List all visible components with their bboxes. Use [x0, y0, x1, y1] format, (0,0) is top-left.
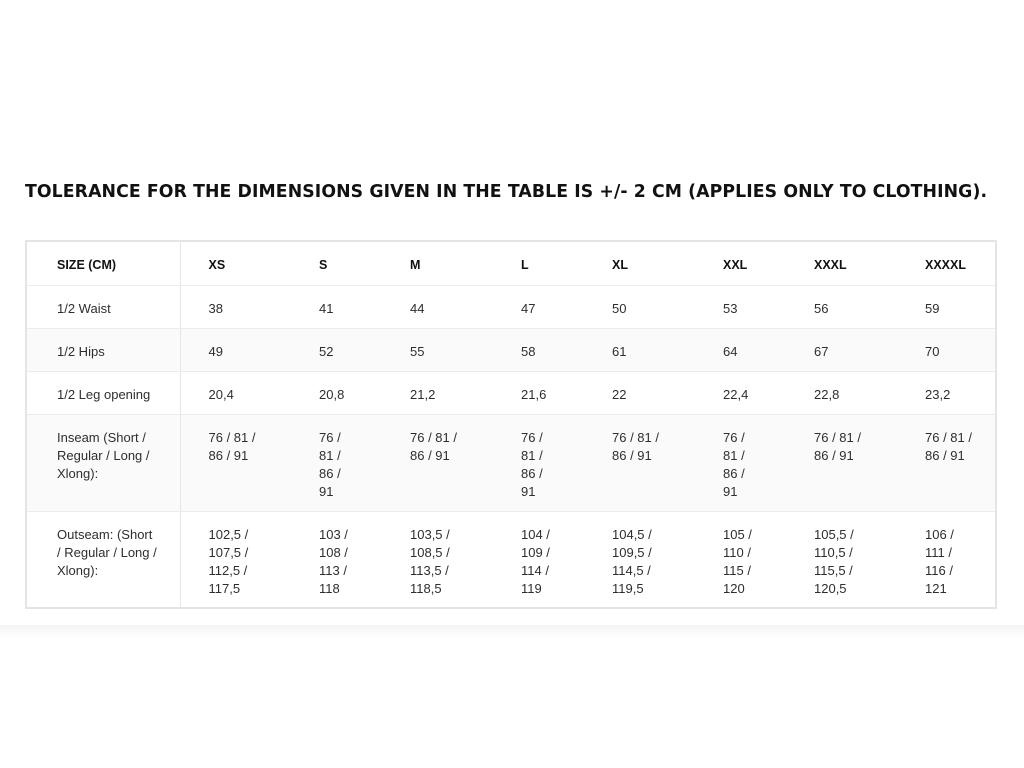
- table-cell: 104 / 109 / 114 / 119: [521, 526, 550, 596]
- row-label: 1/2 Hips: [27, 328, 180, 371]
- table-cell: 47: [493, 285, 584, 328]
- header-size-xxl: XXL: [695, 242, 786, 285]
- table-row-half-hips: [27, 328, 997, 371]
- table-cell: 53: [695, 285, 786, 328]
- table-cell: 76 / 81 / 86 / 91: [180, 414, 291, 511]
- table-header-row: [27, 242, 997, 285]
- table-cell: 102,5 / 107,5 / 112,5 / 117,5: [208, 526, 249, 596]
- table-cell: 58: [493, 328, 584, 371]
- table-cell: 49: [180, 328, 291, 371]
- table-cell: 76 / 81 / 86 / 91: [897, 414, 997, 511]
- row-label: Inseam (Short / Regular / Long / Xlong):: [27, 414, 180, 511]
- header-size-xxxl: XXXL: [786, 242, 897, 285]
- header-size-xl: XL: [584, 242, 695, 285]
- table-cell: 70: [897, 328, 997, 371]
- header-size-s: S: [291, 242, 382, 285]
- table-cell: 67: [786, 328, 897, 371]
- table-cell: 22: [584, 371, 695, 414]
- table-cell: 41: [291, 285, 382, 328]
- row-label: 1/2 Leg opening: [27, 371, 180, 414]
- table-cell: 106 / 111 / 116 / 121: [925, 526, 954, 596]
- header-size-m: M: [382, 242, 493, 285]
- table-cell: 22,4: [695, 371, 786, 414]
- table-cell: 76 / 81 / 86 / 91: [786, 414, 897, 511]
- table-cell: 59: [897, 285, 997, 328]
- table-cell: 76 / 81 / 86 / 91: [493, 414, 584, 511]
- table-cell: 21,6: [493, 371, 584, 414]
- header-size-xs: XS: [180, 242, 291, 285]
- table-row-half-waist: [27, 285, 997, 328]
- row-label: 1/2 Waist: [27, 285, 180, 328]
- table-cell: 20,8: [291, 371, 382, 414]
- table-cell: 105,5 / 110,5 / 115,5 / 120,5: [814, 526, 854, 596]
- table-cell: 38: [180, 285, 291, 328]
- table-cell: 50: [584, 285, 695, 328]
- table-cell: 23,2: [897, 371, 997, 414]
- table-cell: 22,8: [786, 371, 897, 414]
- table-row-inseam: [27, 414, 997, 511]
- table-row-half-leg-opening: [27, 371, 997, 414]
- table-cell: 55: [382, 328, 493, 371]
- page-divider-shade: [0, 625, 1024, 639]
- header-size-l: L: [493, 242, 584, 285]
- table-cell: 103 / 108 / 113 / 118: [319, 526, 348, 596]
- table-cell: 21,2: [382, 371, 493, 414]
- tolerance-heading: TOLERANCE FOR THE DIMENSIONS GIVEN IN THE TABLE IS +/- 2 CM (APPLIES ONLY TO CLOTHING).: [25, 181, 988, 202]
- table-cell: 44: [382, 285, 493, 328]
- header-size-label: SIZE (CM): [27, 242, 180, 285]
- table-cell: 20,4: [180, 371, 291, 414]
- table-cell: 104,5 / 109,5 / 114,5 / 119,5: [612, 526, 652, 596]
- table-cell: 64: [695, 328, 786, 371]
- header-size-xxxxl: XXXXL: [897, 242, 997, 285]
- size-table: [27, 242, 997, 607]
- table-cell: 76 / 81 / 86 / 91: [695, 414, 786, 511]
- table-cell: 61: [584, 328, 695, 371]
- table-cell: 103,5 / 108,5 / 113,5 / 118,5: [410, 526, 450, 596]
- table-cell: 52: [291, 328, 382, 371]
- row-label: Outseam: (Short / Regular / Long / Xlong):: [27, 511, 180, 607]
- table-cell: 56: [786, 285, 897, 328]
- size-table-container: [25, 240, 997, 609]
- table-cell: 76 / 81 / 86 / 91: [291, 414, 382, 511]
- table-cell: 76 / 81 / 86 / 91: [584, 414, 695, 511]
- table-cell: 76 / 81 / 86 / 91: [382, 414, 493, 511]
- table-row-outseam: [27, 511, 997, 607]
- table-cell: 105 / 110 / 115 / 120: [723, 526, 752, 596]
